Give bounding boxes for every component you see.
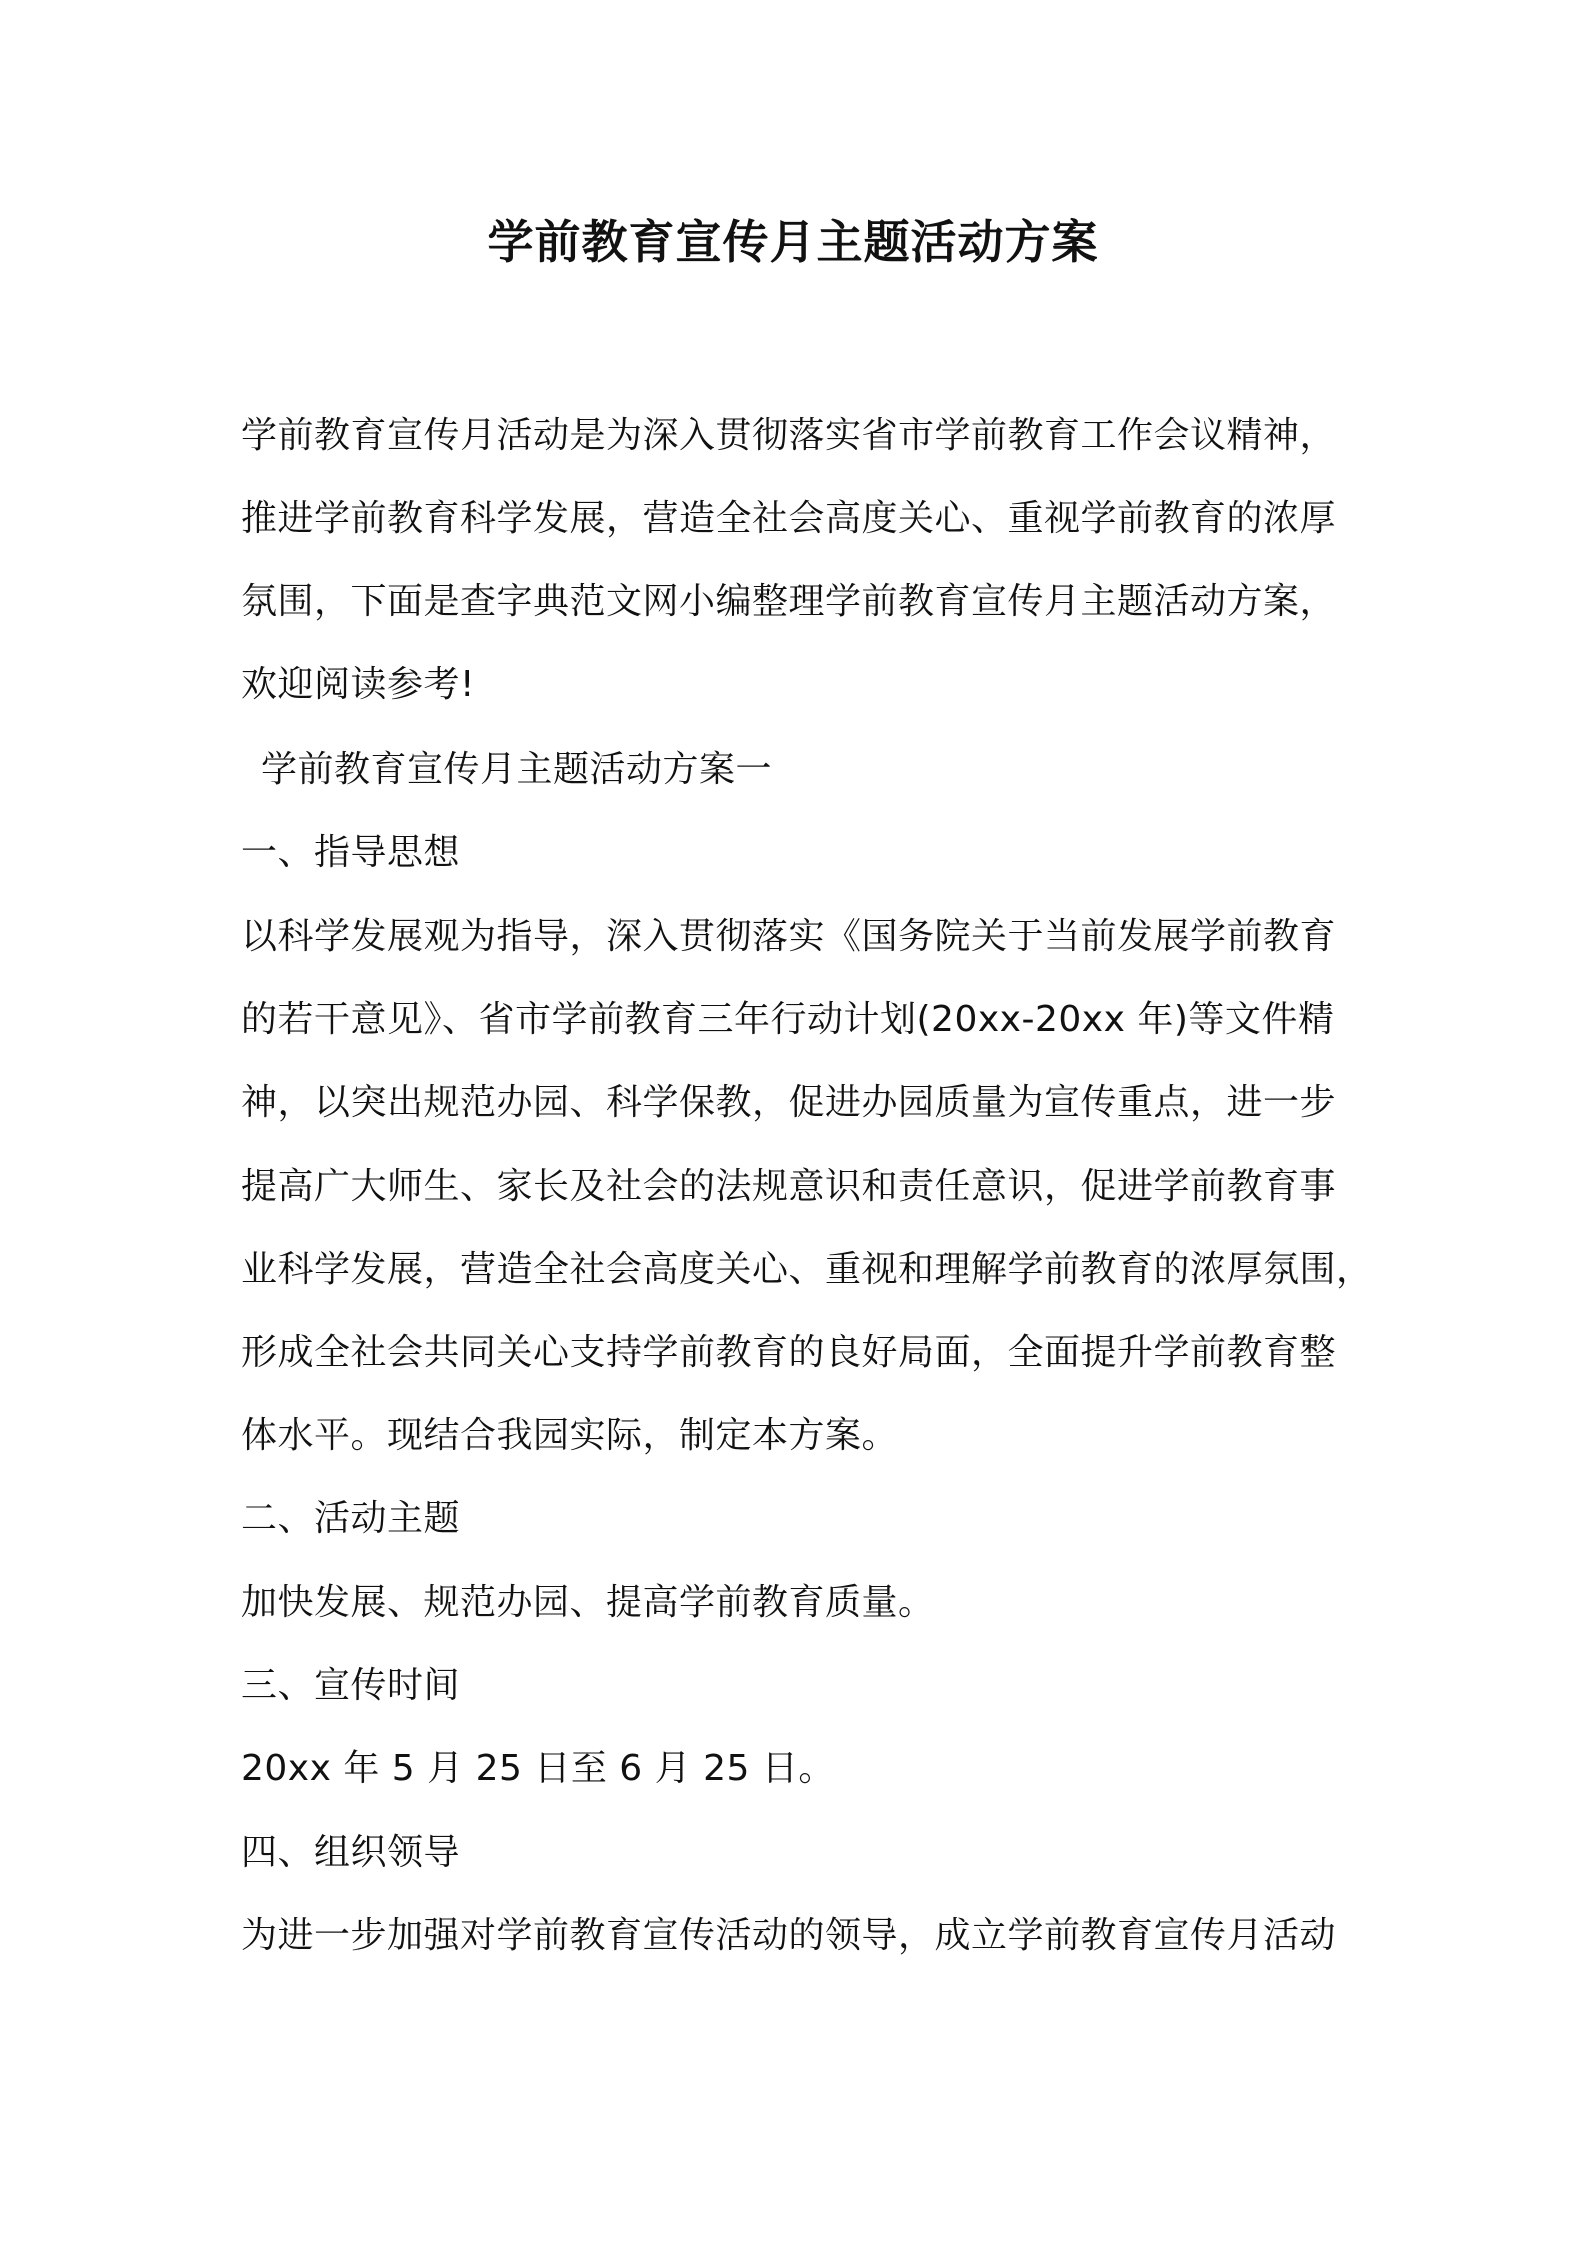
body-line: 提高广大师生、家长及社会的法规意识和责任意识，促进学前教育事 bbox=[241, 1166, 1337, 1207]
section-heading: 四、组织领导 bbox=[241, 1832, 461, 1873]
body-line: 学前教育宣传月活动是为深入贯彻落实省市学前教育工作会议精神， bbox=[241, 415, 1337, 456]
section-heading: 三、宣传时间 bbox=[241, 1665, 461, 1706]
body-line: 神，以突出规范办园、科学保教，促进办园质量为宣传重点，进一步 bbox=[241, 1082, 1337, 1123]
body-line: 欢迎阅读参考! bbox=[241, 664, 475, 705]
body-line: 加快发展、规范办园、提高学前教育质量。 bbox=[241, 1582, 935, 1623]
body-line: 的若干意见》、省市学前教育三年行动计划(20xx-20xx 年)等文件精 bbox=[241, 999, 1335, 1040]
document-title: 学前教育宣传月主题活动方案 bbox=[487, 215, 1099, 269]
body-line: 形成全社会共同关心支持学前教育的良好局面，全面提升学前教育整 bbox=[241, 1332, 1337, 1373]
section-heading: 一、指导思想 bbox=[241, 832, 461, 873]
body-line: 20xx 年 5 月 25 日至 6 月 25 日。 bbox=[241, 1748, 835, 1789]
section-heading: 二、活动主题 bbox=[241, 1498, 461, 1539]
body-line: 体水平。现结合我园实际，制定本方案。 bbox=[241, 1415, 899, 1456]
body-line: 推进学前教育科学发展，营造全社会高度关心、重视学前教育的浓厚 bbox=[241, 498, 1337, 539]
subtitle-line: 学前教育宣传月主题活动方案一 bbox=[261, 749, 773, 790]
body-line: 为进一步加强对学前教育宣传活动的领导，成立学前教育宣传月活动 bbox=[241, 1915, 1337, 1956]
body-line: 氛围，下面是查字典范文网小编整理学前教育宣传月主题活动方案， bbox=[241, 581, 1337, 622]
body-line: 以科学发展观为指导，深入贯彻落实《国务院关于当前发展学前教育 bbox=[241, 916, 1337, 957]
body-line: 业科学发展，营造全社会高度关心、重视和理解学前教育的浓厚氛围， bbox=[241, 1249, 1373, 1290]
